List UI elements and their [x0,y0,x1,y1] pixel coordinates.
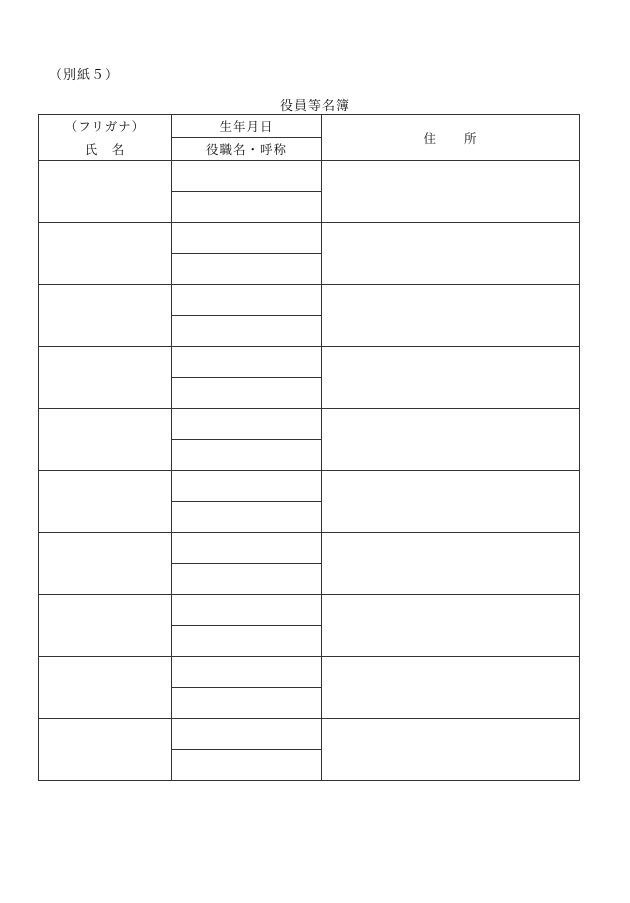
name-cell[interactable] [39,347,172,409]
position-cell[interactable] [172,564,322,595]
position-cell[interactable] [172,254,322,285]
position-header: 役職名・呼称 [172,138,322,161]
address-cell[interactable] [322,471,580,533]
entry-row [39,595,580,626]
birth-date-cell[interactable] [172,223,322,254]
position-cell[interactable] [172,502,322,533]
birth-date-cell[interactable] [172,657,322,688]
address-cell[interactable] [322,285,580,347]
entry-row [39,285,580,316]
entry-row [39,533,580,564]
furigana-header: （フリガナ） [39,115,172,138]
position-cell[interactable] [172,378,322,409]
birth-date-cell[interactable] [172,471,322,502]
position-cell[interactable] [172,626,322,657]
name-cell[interactable] [39,719,172,781]
attachment-label: （別紙５） [49,68,120,83]
document-title: 役員等名簿 [279,99,350,114]
entry-row [39,223,580,254]
header-row-1 [39,115,580,138]
entry-row [39,657,580,688]
name-cell[interactable] [39,409,172,471]
position-cell[interactable] [172,750,322,781]
officers-roster-table [38,114,580,781]
birth-date-cell[interactable] [172,347,322,378]
name-cell[interactable] [39,223,172,285]
entry-row [39,161,580,192]
position-cell[interactable] [172,440,322,471]
address-cell[interactable] [322,161,580,223]
birth-date-cell[interactable] [172,595,322,626]
position-cell[interactable] [172,688,322,719]
address-cell[interactable] [322,657,580,719]
name-cell[interactable] [39,657,172,719]
address-cell[interactable] [322,595,580,657]
address-cell[interactable] [322,409,580,471]
address-header: 住 所 [322,115,580,161]
birth-date-cell[interactable] [172,285,322,316]
birth-date-cell[interactable] [172,719,322,750]
birth-date-cell[interactable] [172,161,322,192]
birth-date-cell[interactable] [172,409,322,440]
entry-row [39,409,580,440]
position-cell[interactable] [172,316,322,347]
name-cell[interactable] [39,161,172,223]
position-cell[interactable] [172,192,322,223]
address-cell[interactable] [322,719,580,781]
entry-row [39,471,580,502]
entry-row [39,347,580,378]
birth-date-cell[interactable] [172,533,322,564]
address-cell[interactable] [322,347,580,409]
name-cell[interactable] [39,285,172,347]
name-cell[interactable] [39,595,172,657]
address-cell[interactable] [322,533,580,595]
name-header: 氏 名 [39,138,172,161]
address-cell[interactable] [322,223,580,285]
name-cell[interactable] [39,533,172,595]
entry-row [39,719,580,750]
birth-date-header: 生年月日 [172,115,322,138]
name-cell[interactable] [39,471,172,533]
